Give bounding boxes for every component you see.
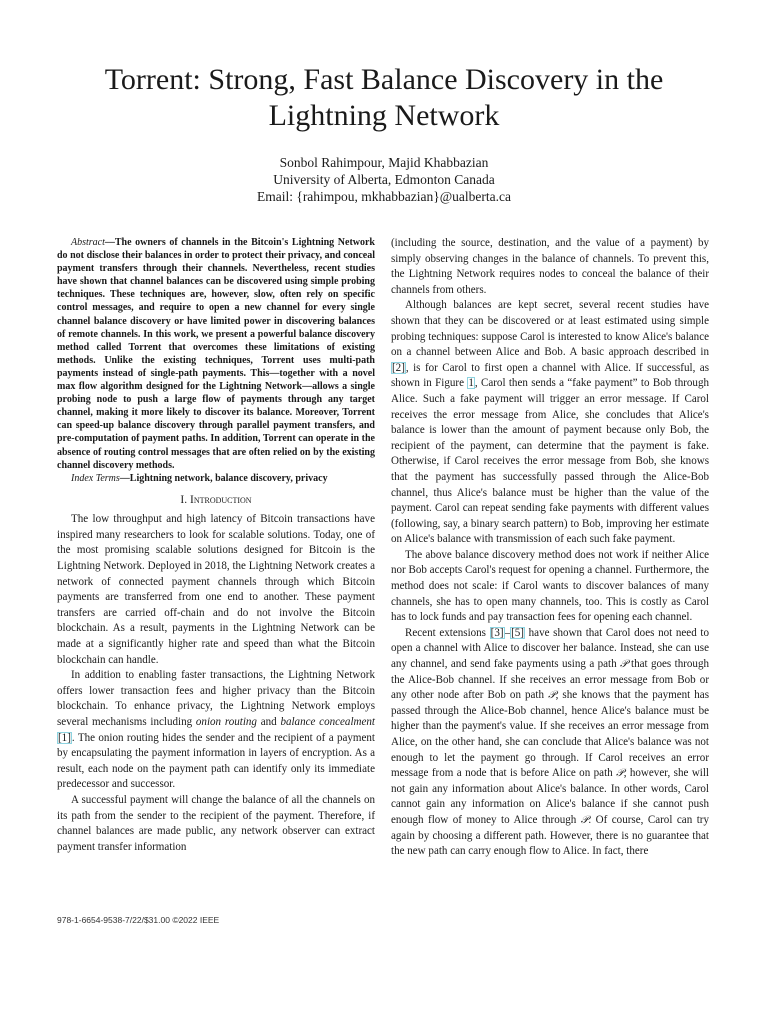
paragraph-6: The above balance discovery method does not work if neither Alice nor Bob accepts Carol's request for opening a channel. Furthermore, the method does not scale: if Carol wants to discover balances of many channels, she has to open many channels, too. This is costly as Carol has to lock funds and pay transaction fees for opening each channel. xyxy=(391,548,709,624)
paragraph-7-text-d: , she knows that the payment has passed through the Alice-Bob channel, hence Alice's balance must be higher than the payment's value. If she receives an error message from Alice, on the other hand, she can conclude that Alice's balance was not enough to let the payment go through. If Carol receives an error message from a node that is before Alice on path xyxy=(391,689,709,780)
paragraph-2 xyxy=(57,668,375,793)
citation-link-5[interactable]: [5] xyxy=(511,626,524,639)
paragraph-1: The low throughput and high latency of Bitcoin transactions have inspired many researchers to look for scalable solutions. Today, one of the most promising scalable solutions designed for Bitcoin is the Lightning Network. Deployed in 2018, the Lightning Network creates a network of connected payment channels through which Bitcoin payments are transferred from one end to another. These payment transfers are carried off-chain and do not involve the Bitcoin blockchain. As a result, payments in the Lightning Network can be made at a significantly higher rate and speed than what the Bitcoin blockchain can handle. xyxy=(57,513,375,666)
paragraph-7 xyxy=(391,626,709,860)
citation-link-1[interactable]: [1] xyxy=(58,731,71,744)
paragraph-7-text-b: have shown that Carol does not need to open a channel with Alice to discover her balance. Instead, she can use any channel, and send fake payments using a path xyxy=(391,626,709,671)
citation-link-3[interactable]: [3] xyxy=(490,626,504,639)
author-email: Email: {rahimpou, mkhabbazian}@ualberta.ca xyxy=(256,189,512,204)
figure-link-1[interactable]: 1 xyxy=(468,377,474,390)
paragraph-2-text-d: . The onion routing hides the sender and the recipient of a payment by encapsulating the payment information in layers of encryption. As a result, each node on the payment path can identify only its immediate predecessor and successor. xyxy=(57,731,375,791)
math-path-symbol: 𝒫 xyxy=(616,767,624,780)
paragraph-5 xyxy=(391,298,709,548)
citation-link-2[interactable]: [2] xyxy=(392,361,405,374)
paragraph-5-text-c: , Carol then sends a “fake payment” to Bob through Alice. Such a fake payment will trigger an error message. If Carol receives the error message from Alice, she concludes that Alice's balance is lower than the amount of payment because only Bob, the recipient of the payment, can determine that the payment is fake. Otherwise, if Carol receives the error message from Bob, she knows that the payment has successfully passed through the Alice-Bob channel, thus Alice's balance must be higher than the value of the payment. Carol can repeat sending fake payments with different values (following, say, a binary search pattern) to Bob, improving her estimate on Alice's balance with transmission of each such fake payment. xyxy=(391,377,709,546)
math-path-symbol: 𝒫 xyxy=(548,689,556,702)
term-onion-routing: onion routing xyxy=(195,716,257,728)
left-column xyxy=(57,236,375,855)
paragraph-5-text-b: , is for Carol to first open a channel with Alice. If successful, as shown in Figure xyxy=(391,361,709,390)
citation-range-dash: – xyxy=(504,626,511,639)
right-column xyxy=(391,236,709,860)
index-terms xyxy=(57,472,375,486)
author-affiliation: University of Alberta, Edmonton Canada xyxy=(273,172,495,187)
paragraph-4: (including the source, destination, and the value of a payment) by simply observing changes in the balance of channels. To prevent this, the Lightning Network requires nodes to conceal the balance of their channels from others. xyxy=(391,237,709,296)
abstract-label: Abstract xyxy=(71,237,105,248)
abstract-text: —The owners of channels in the Bitcoin's Lightning Network do not disclose their balances in order to protect their privacy, and conceal payment transfers through their channels. Nevertheless, recent studies have shown that channel balances can be discovered using simple probing techniques. These techniques are, however, slow, often rely on specific control messages, and require to open a new channel for every single channel balance discovery or have limited power in discovering balances of remote channels. In this work, we present a powerful balance discovery method called Torrent that overcomes these limitations of existing methods. Unlike the existing techniques, Torrent uses multi-path payments instead of single-path payments. This—together with a novel max flow algorithm designed for the Lightning Network—allows a single probing node to push a large flow of payments through any target channel, making it more likely to discover its balance. Moreover, Torrent can speed-up balance discovery through parallel payment transfers, and pre-computation of payment paths. In addition, Torrent can operate in the absence of routing control messages that are often relied on by the existing channel discovery methods. xyxy=(57,237,375,471)
index-terms-text: —Lightning network, balance discovery, privacy xyxy=(119,472,328,484)
author-names: Sonbol Rahimpour, Majid Khabbazian xyxy=(279,155,489,170)
math-path-symbol: 𝒫 xyxy=(580,813,589,826)
paragraph-2-text-a: In addition to enabling faster transactions, the Lightning Network offers lower transaction fees and higher privacy than the Bitcoin blockchain. To enhance privacy, the Lightning Network employs several mechanisms including xyxy=(57,669,375,728)
paragraph-7-text-c: that goes through the Alice-Bob channel. If she receives an error message from Bob or any other node after Bob on path xyxy=(391,658,709,702)
author-block xyxy=(60,154,708,205)
index-terms-label: Index Terms xyxy=(71,472,120,484)
paragraph-5-text-a: Although balances are kept secret, several recent studies have shown that they can be discovered or at least estimated using simple probing techniques: suppose Carol is interested to know Alice's balance on a channel between Alice and Bob. A basic approach described in xyxy=(391,299,709,359)
term-balance-concealment: balance concealment xyxy=(280,716,375,728)
math-path-symbol: 𝒫 xyxy=(620,658,628,671)
paragraph-2-text-b: and xyxy=(256,716,281,728)
paragraph-3: A successful payment will change the balance of all the channels on its path from the sender to the recipient of the payment. Therefore, if channel balances are made public, any network observer can extract payment transfer information xyxy=(57,793,375,853)
abstract xyxy=(57,236,375,472)
paragraph-7-text-e: , however, she will not gain any information about Alice's balance. In other words, Carol cannot gain any information on Alice's balance if she cannot push enough flow of money to Alice through xyxy=(391,767,710,826)
paragraph-7-text-f: . Of course, Carol can try again by choosing a different path. However, there is no guarantee that the new path can carry enough flow to Alice. In fact, there xyxy=(391,813,709,858)
section-heading-introduction: I. Introduction xyxy=(180,493,252,506)
paper-title: Torrent: Strong, Fast Balance Discovery in the Lightning Network xyxy=(104,63,664,132)
paragraph-7-text-a: Recent extensions xyxy=(405,626,490,639)
copyright-notice: 978-1-6654-9538-7/22/$31.00 ©2022 IEEE xyxy=(57,915,220,925)
